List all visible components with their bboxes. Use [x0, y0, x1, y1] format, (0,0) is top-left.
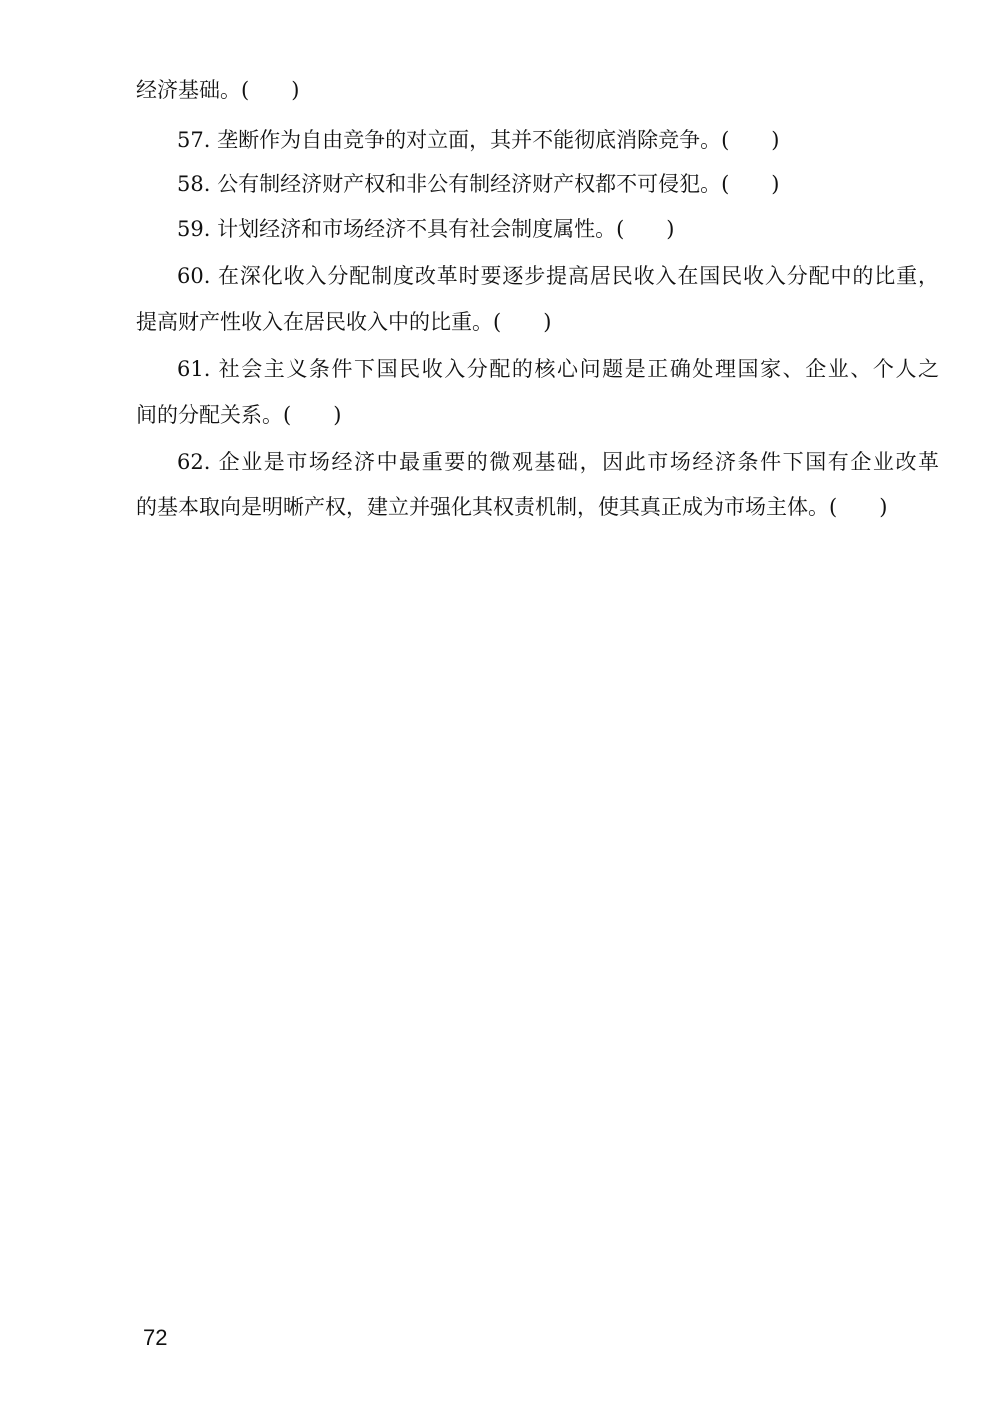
question-62-continuation [136, 497, 887, 518]
question-text: 垄断作为自由竞争的对立面，其并不能彻底消除竞争。( ) [217, 128, 780, 152]
carry-over-line [136, 80, 299, 101]
question-text: 提高财产性收入在居民收入中的比重。( ) [136, 310, 552, 334]
question-59 [177, 219, 674, 240]
question-text: 在深化收入分配制度改革时要逐步提高居民收入在国民收入分配中的比重， [217, 264, 939, 288]
question-61-continuation [136, 405, 341, 426]
question-text: 计划经济和市场经济不具有社会制度属性。( ) [217, 217, 675, 241]
question-text: 公有制经济财产权和非公有制经济财产权都不可侵犯。( ) [217, 172, 780, 196]
question-62 [177, 452, 939, 473]
question-number: 60. [177, 264, 211, 288]
question-number: 62. [177, 450, 211, 474]
question-number: 59. [177, 217, 211, 241]
question-number: 58. [177, 172, 211, 196]
question-58 [177, 174, 779, 195]
question-text: 社会主义条件下国民收入分配的核心问题是正确处理国家、企业、个人之 [218, 357, 939, 381]
question-60-continuation [136, 312, 551, 333]
question-61 [177, 359, 939, 380]
question-number: 57. [177, 128, 211, 152]
carry-over-text: 经济基础。( ) [136, 78, 300, 102]
question-60 [177, 266, 939, 287]
question-57 [177, 130, 779, 151]
question-number: 61. [177, 357, 211, 381]
page-number: 72 [143, 1325, 168, 1350]
question-text: 间的分配关系。( ) [136, 403, 342, 427]
question-text: 的基本取向是明晰产权，建立并强化其权责机制，使其真正成为市场主体。( ) [136, 495, 888, 519]
question-text: 企业是市场经济中最重要的微观基础，因此市场经济条件下国有企业改革 [218, 450, 939, 474]
